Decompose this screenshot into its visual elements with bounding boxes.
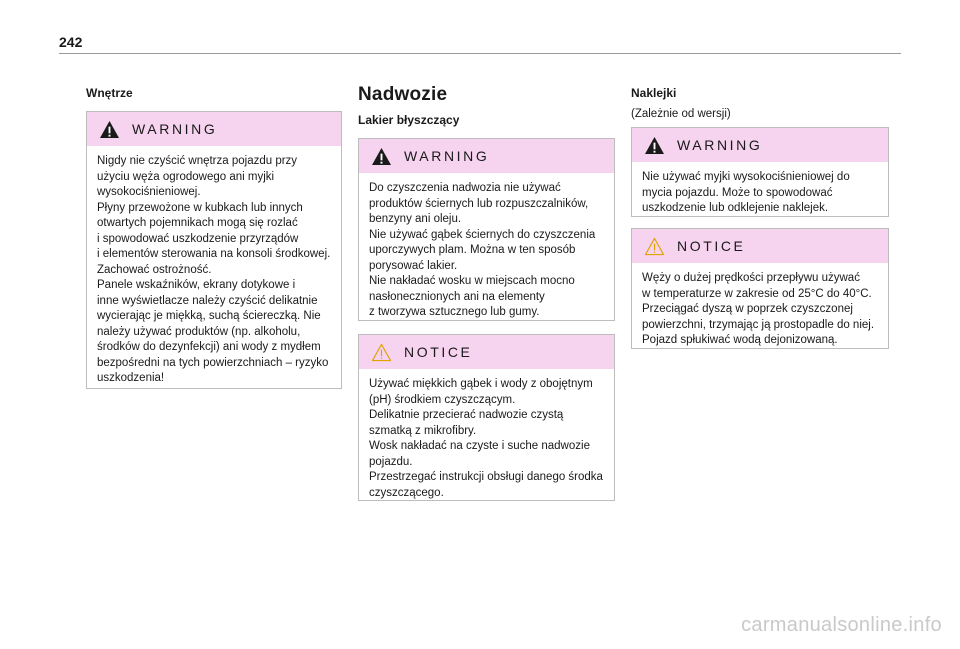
text-line: Przestrzegać instrukcji obsługi danego środka — [369, 471, 603, 483]
notice-header — [632, 229, 888, 263]
text-line: wysokociśnieniowej. — [97, 186, 201, 198]
text-line: czyszczącego. — [369, 486, 444, 499]
text-line: użyciu węża ogrodowego ani myjki — [97, 170, 275, 183]
notice-title: NOTICE — [677, 238, 746, 254]
warning-title: WARNING — [132, 121, 218, 137]
warning-header — [359, 139, 614, 173]
text-line: Pojazd spłukiwać wodą dejonizowaną. — [642, 334, 838, 346]
warning-icon — [644, 136, 665, 155]
text-line: (pH) środkiem czyszczącym. — [369, 393, 516, 406]
text-line: produktów ściernych lub rozpuszczalników, — [369, 197, 589, 210]
text-line: Panele wskaźników, ekrany dotykowe i — [97, 279, 296, 291]
watermark: carmanualsonline.info — [741, 614, 942, 636]
glossy-paint-subheading: Lakier błyszczący — [358, 113, 460, 127]
text-line: Używać miękkich gąbek i wody z obojętnym — [369, 378, 593, 390]
warning-icon — [99, 120, 120, 139]
body-notice-box — [358, 334, 615, 501]
section-interior-heading: Wnętrze — [86, 86, 133, 100]
text-line: z tworzywa sztucznego lub gumy. — [369, 306, 540, 318]
text-line: wycierając je miękką, suchą ściereczką. Nie — [97, 310, 321, 322]
text-line: Wosk nakładać na czyste i suche nadwozie — [369, 440, 590, 452]
text-line: Do czyszczenia nadwozia nie używać — [369, 182, 561, 194]
text-line: benzyny ani oleju. — [369, 213, 462, 225]
version-note: (Zależnie od wersji) — [631, 108, 731, 120]
text-line: uporczywych plam. Można w ten sposób — [369, 244, 576, 256]
text-line: Węży o dużej prędkości przepływu używać — [642, 272, 860, 284]
text-line: Zachować ostrożność. — [97, 263, 212, 276]
text-line: środków do dezynfekcji) ani wody z mydłem — [97, 341, 321, 353]
notice-title: NOTICE — [404, 344, 473, 360]
text-line: Płyny przewożone w kubkach lub innych — [97, 201, 303, 214]
interior-warning-box — [86, 111, 342, 389]
header-divider — [59, 53, 901, 54]
page-number: 242 — [59, 34, 83, 50]
text-line: inne wyświetlacze należy czyścić delikatnie — [97, 294, 318, 307]
text-line: nasłonecznionych ani na elementy — [369, 290, 545, 303]
notice-icon — [371, 343, 392, 362]
text-line: porysować lakier. — [369, 259, 458, 272]
text-line: uszkodzenia! — [97, 372, 165, 384]
text-line: i spowodować uszkodzenie przyrządów — [97, 232, 299, 245]
text-line: Delikatnie przecierać nadwozie czystą — [369, 409, 564, 421]
text-line: Nie używać gąbek ściernych do czyszczenia — [369, 228, 596, 241]
section-body-heading: Nadwozie — [358, 84, 448, 105]
text-line: Nigdy nie czyścić wnętrza pojazdu przy — [97, 155, 298, 167]
notice-body — [632, 263, 888, 349]
section-stickers-heading: Naklejki — [631, 86, 677, 100]
notice-icon — [644, 237, 665, 256]
warning-body — [87, 146, 341, 387]
text-line: uszkodzenie lub odklejenie naklejek. — [642, 202, 829, 214]
text-line: Nie używać myjki wysokociśnieniowej do — [642, 171, 850, 183]
warning-title: WARNING — [404, 148, 490, 164]
body-warning-box — [358, 138, 615, 321]
warning-body — [632, 162, 888, 217]
text-line: i elementów sterowania na konsoli środkowej. — [97, 248, 331, 260]
text-line: mycia pojazdu. Może to spowodować — [642, 186, 833, 199]
warning-title: WARNING — [677, 137, 763, 153]
text-line: bezpośredni na tych powierzchniach – ryzyko — [97, 356, 329, 369]
text-line: w temperaturze w zakresie od 25°C do 40°C. — [642, 287, 872, 300]
notice-header — [359, 335, 614, 369]
warning-header — [87, 112, 341, 146]
text-line: należy używać produktów (np. alkoholu, — [97, 325, 301, 338]
text-line: pojazdu. — [369, 455, 413, 468]
text-line: Nie nakładać wosku w miejscach mocno — [369, 275, 575, 287]
warning-header — [632, 128, 888, 162]
warning-icon — [371, 147, 392, 166]
text-line: Przeciągać dyszą w poprzek czyszczonej — [642, 303, 853, 315]
notice-body — [359, 369, 614, 501]
text-line: otwartych pojemnikach mogą się rozlać — [97, 217, 298, 229]
text-line: szmatką z mikrofibry. — [369, 424, 477, 437]
warning-body — [359, 173, 614, 321]
text-line: powierzchni, trzymając ją prostopadle do niej. — [642, 318, 875, 331]
stickers-notice-box — [631, 228, 889, 349]
stickers-warning-box — [631, 127, 889, 217]
